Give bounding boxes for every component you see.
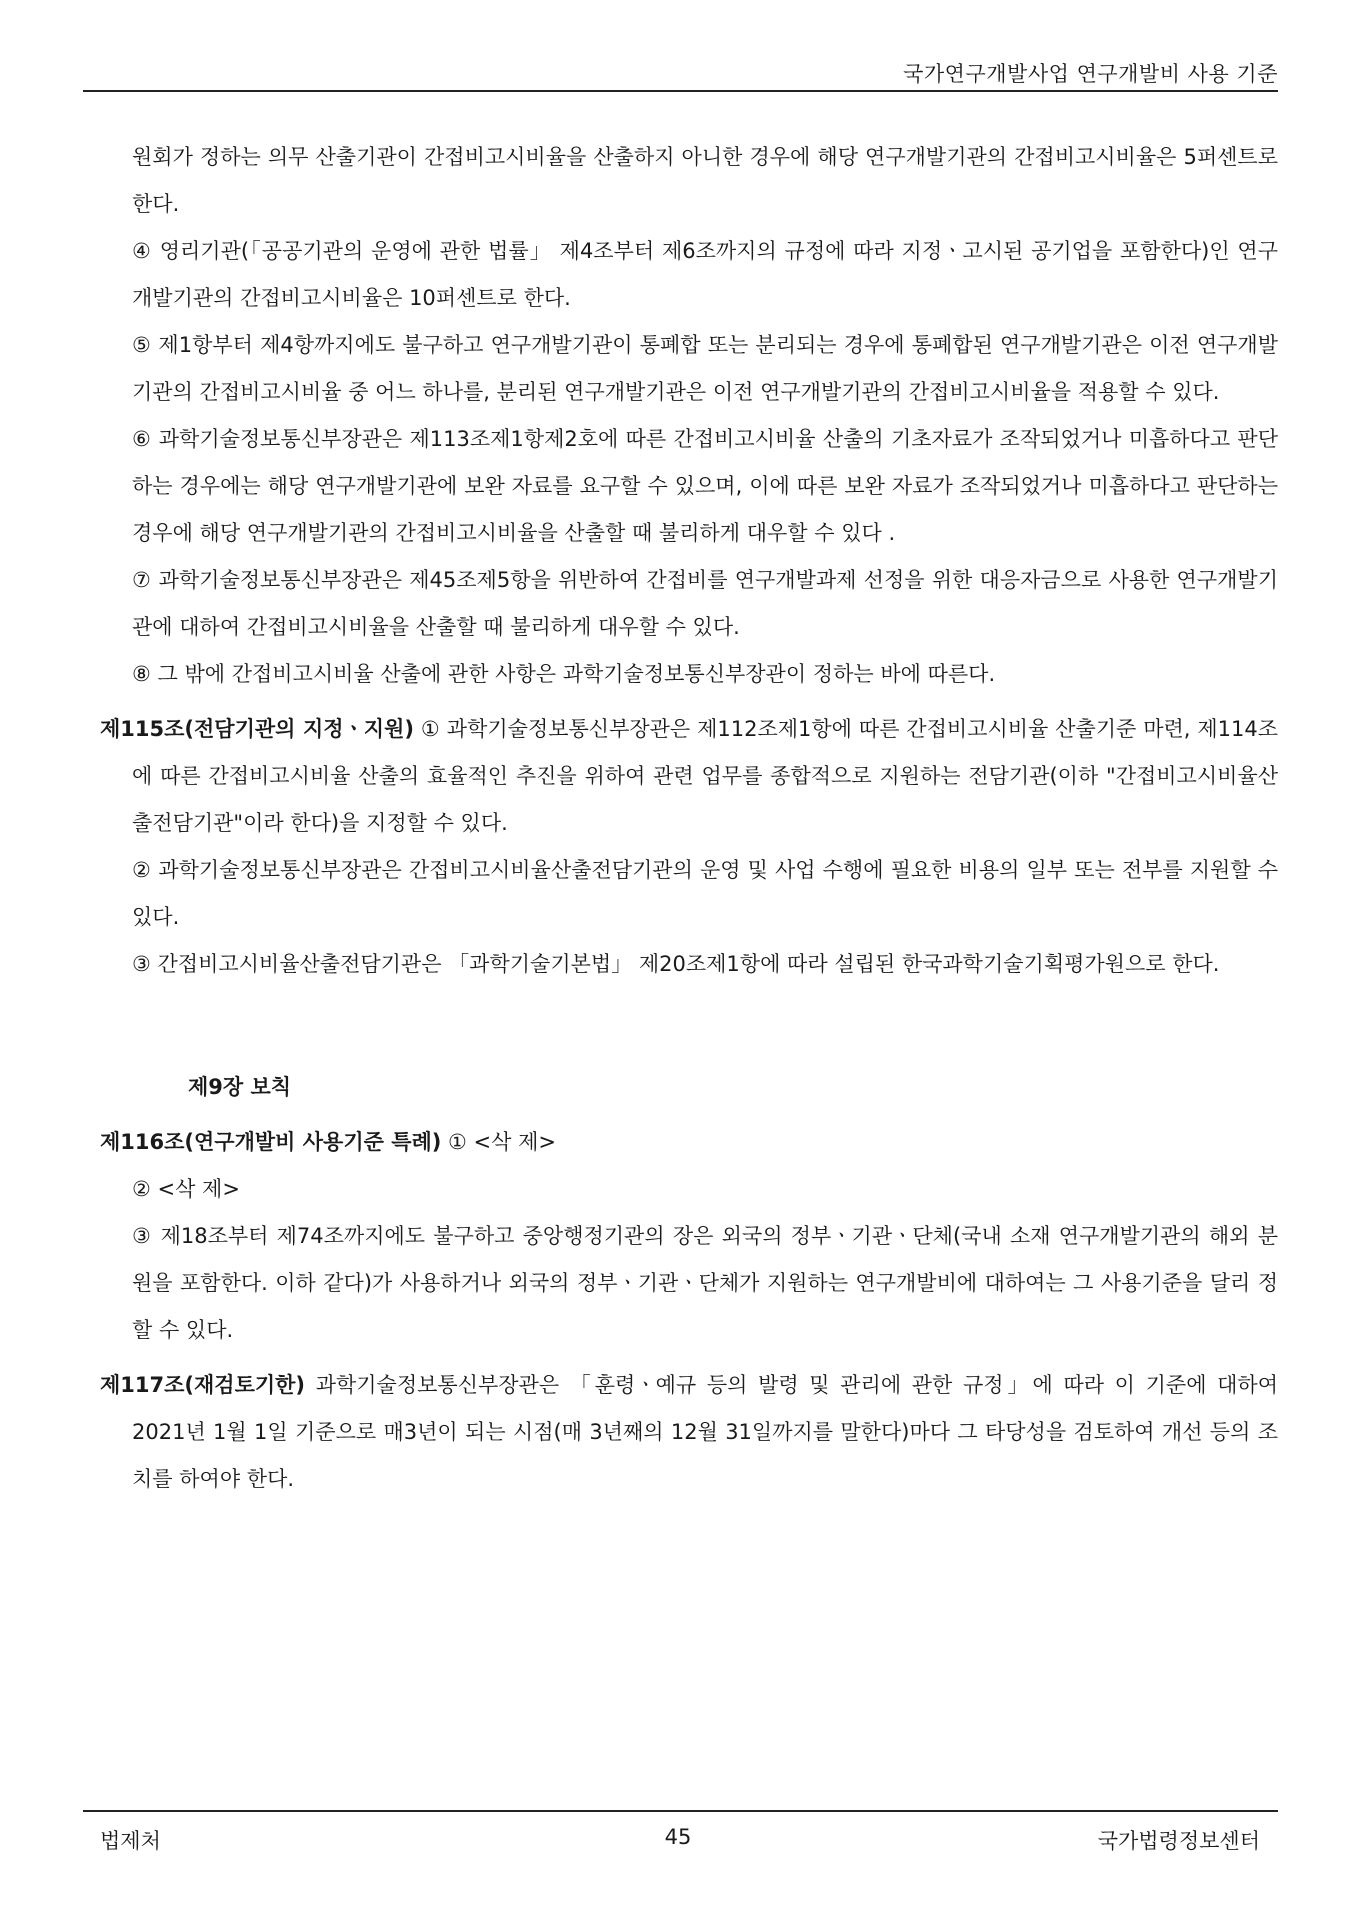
paragraph-item-8: ⑧ 그 밖에 간접비고시비율 산출에 관한 사항은 과학기술정보통신부장관이 정하는 바에 따른다. [132,662,996,686]
header-divider [83,90,1278,92]
article-117-title: 제117조(재검토기한) [100,1373,306,1397]
article-115-text: ① 과학기술정보통신부장관은 제112조제1항에 따른 간접비고시비율 산출기준 마련, 제114조에 따른 간접비고시비율 산출의 효율적인 추진을 위하여 관련 업무를 종합적으로 지원하는 전담기관(이하 "간접비고시비율산출전담기관"이라 한다)을 지정할 수 있다. [132,717,1278,835]
footer-publisher: 법제처 [100,1829,161,1853]
paragraph-item-6: ⑥ 과학기술정보통신부장관은 제113조제1항제2호에 따른 간접비고시비율 산출의 기초자료가 조작되었거나 미흡하다고 판단하는 경우에는 해당 연구개발기관에 보완 자료를 요구할 수 있으며, 이에 따른 보완 자료가 조작되었거나 미흡하다고 판단하는 경우에 해당 연구개발기관의 간접비고시비율을 산출할 때 불리하게 대우할 수 있다 . [132,427,1278,545]
paragraph-115-3: ③ 간접비고시비율산출전담기관은 「과학기술기본법」 제20조제1항에 따라 설립된 한국과학기술기획평가원으로 한다. [132,952,1220,976]
paragraph-116-2: ② <삭 제> [132,1177,240,1201]
article-117-text: 과학기술정보통신부장관은 「훈령ㆍ예규 등의 발령 및 관리에 관한 규정」에 따라 이 기준에 대하여 2021년 1월 1일 기준으로 매3년이 되는 시점(매 3년째의 12월 31일까지를 말한다)마다 그 타당성을 검토하여 개선 등의 조치를 하여야 한다. [132,1373,1278,1491]
paragraph-115-2: ② 과학기술정보통신부장관은 간접비고시비율산출전담기관의 운영 및 사업 수행에 필요한 비용의 일부 또는 전부를 지원할 수 있다. [132,858,1278,929]
paragraph-item-7: ⑦ 과학기술정보통신부장관은 제45조제5항을 위반하여 간접비를 연구개발과제 선정을 위한 대응자금으로 사용한 연구개발기관에 대하여 간접비고시비율을 산출할 때 불리하게 대우할 수 있다. [132,568,1278,639]
article-115-title: 제115조(전담기관의 지정ㆍ지원) [100,717,414,741]
article-116-title: 제116조(연구개발비 사용기준 특례) [100,1130,442,1154]
chapter-heading: 제9장 보칙 [188,1075,292,1099]
article-116-text: ① <삭 제> [441,1130,556,1154]
footer-divider [83,1810,1278,1812]
article-117 [100,1362,1278,1503]
paragraph-item-4: ④ 영리기관(「공공기관의 운영에 관한 법률」 제4조부터 제6조까지의 규정에 따라 지정ㆍ고시된 공기업을 포함한다)인 연구개발기관의 간접비고시비율은 10퍼센트로 한다. [132,239,1278,310]
article-116 [100,1119,1278,1166]
article-115 [100,706,1278,847]
document-body [100,134,1278,1503]
page-number: 45 [664,1825,692,1849]
paragraph-item-5: ⑤ 제1항부터 제4항까지에도 불구하고 연구개발기관이 통폐합 또는 분리되는 경우에 통폐합된 연구개발기관은 이전 연구개발기관의 간접비고시비율 중 어느 하나를, 분리된 연구개발기관은 이전 연구개발기관의 간접비고시비율을 적용할 수 있다. [132,333,1278,404]
paragraph-116-3: ③ 제18조부터 제74조까지에도 불구하고 중앙행정기관의 장은 외국의 정부ㆍ기관ㆍ단체(국내 소재 연구개발기관의 해외 분원을 포함한다. 이하 같다)가 사용하거나 외국의 정부ㆍ기관ㆍ단체가 지원하는 연구개발비에 대하여는 그 사용기준을 달리 정할 수 있다. [132,1224,1278,1342]
header-title: 국가연구개발사업 연구개발비 사용 기준 [903,62,1278,86]
footer-source: 국가법령정보센터 [1097,1829,1260,1853]
paragraph-continuation: 원회가 정하는 의무 산출기관이 간접비고시비율을 산출하지 아니한 경우에 해당 연구개발기관의 간접비고시비율은 5퍼센트로 한다. [132,145,1278,216]
